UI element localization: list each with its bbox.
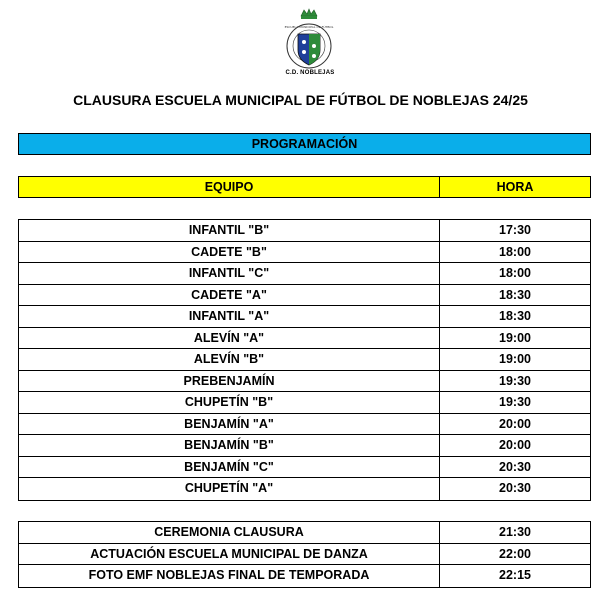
cell-equipo: INFANTIL "B"	[19, 220, 440, 241]
club-name: C.D. NOBLEJAS	[285, 70, 335, 76]
cell-hora: 19:00	[499, 352, 531, 366]
table-header	[18, 176, 591, 198]
cell-equipo: CADETE "B"	[19, 242, 440, 263]
crown-icon	[301, 9, 317, 16]
cell-hora: 18:00	[499, 266, 531, 280]
events-table	[18, 521, 591, 588]
table-row	[19, 522, 590, 544]
table-row	[19, 544, 590, 566]
cell-equipo: INFANTIL "A"	[19, 306, 440, 327]
cell-equipo: CADETE "A"	[19, 285, 440, 306]
table-row	[19, 263, 590, 285]
cell-equipo: BENJAMÍN "C"	[19, 457, 440, 478]
table-row	[19, 371, 590, 393]
cell-equipo: ALEVÍN "B"	[19, 349, 440, 370]
programacion-banner: PROGRAMACIÓN	[18, 133, 591, 155]
cell-equipo: CEREMONIA CLAUSURA	[19, 522, 440, 543]
cell-hora: 19:00	[499, 330, 531, 345]
header-equipo: EQUIPO	[19, 177, 440, 197]
table-row	[19, 478, 590, 500]
cell-hora: 20:30	[499, 459, 531, 474]
cell-equipo: INFANTIL "C"	[19, 263, 440, 284]
cell-hora: 18:30	[499, 287, 531, 302]
matches-table	[18, 219, 591, 501]
cell-equipo: CHUPETÍN "B"	[19, 392, 440, 413]
table-row	[19, 306, 590, 328]
cell-equipo: BENJAMÍN "A"	[19, 414, 440, 435]
table-row	[19, 392, 590, 414]
cell-hora: 20:00	[499, 416, 531, 431]
table-row	[19, 457, 590, 479]
cell-hora: 20:00	[499, 438, 531, 452]
cell-equipo: PREBENJAMÍN	[19, 371, 440, 392]
cell-equipo: FOTO EMF NOBLEJAS FINAL DE TEMPORADA	[19, 565, 440, 587]
cell-hora: 21:30	[499, 525, 531, 539]
table-row	[19, 242, 590, 264]
table-row	[19, 349, 590, 371]
cell-hora: 19:30	[499, 395, 531, 409]
cell-hora: 17:30	[499, 223, 531, 237]
cell-equipo: BENJAMÍN "B"	[19, 435, 440, 456]
cell-hora: 18:30	[499, 309, 531, 323]
page-title: CLAUSURA ESCUELA MUNICIPAL DE FÚTBOL DE NOBLEJAS 24/25	[73, 92, 528, 108]
cell-equipo: CHUPETÍN "A"	[19, 478, 440, 500]
cell-hora: 18:00	[499, 244, 531, 259]
table-row	[19, 414, 590, 436]
cell-hora: 22:15	[499, 568, 531, 582]
table-row	[19, 328, 590, 350]
cell-equipo: ACTUACIÓN ESCUELA MUNICIPAL DE DANZA	[19, 544, 440, 565]
cell-hora: 20:30	[499, 481, 531, 495]
cell-hora: 19:30	[499, 373, 531, 388]
table-row	[19, 565, 590, 587]
header-hora: HORA	[496, 180, 534, 194]
svg-text:ESCUELA MUNICIPAL DE FÚTBOL: ESCUELA MUNICIPAL DE FÚTBOL	[284, 25, 334, 29]
cell-equipo: ALEVÍN "A"	[19, 328, 440, 349]
table-row	[19, 220, 590, 242]
table-row	[19, 285, 590, 307]
cell-hora: 22:00	[499, 546, 531, 561]
table-row	[19, 435, 590, 457]
